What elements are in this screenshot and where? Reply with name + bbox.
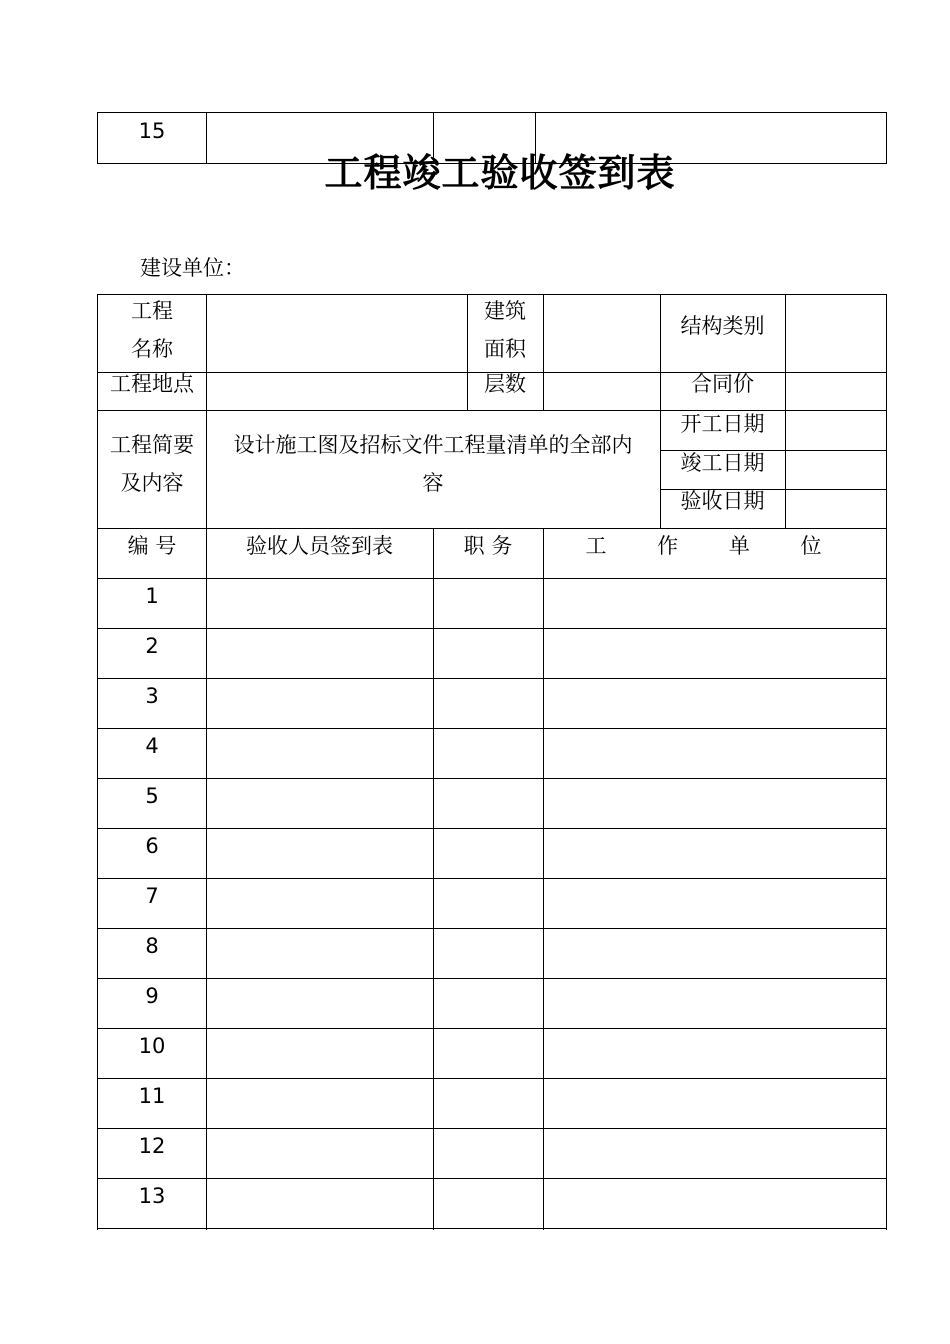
project-summary-label: 工程简要 及内容 <box>110 433 194 495</box>
table-row-number: 2 <box>145 634 159 658</box>
table-row-number: 3 <box>145 684 159 708</box>
table-row-number: 11 <box>138 1084 166 1108</box>
header-position: 职 务 <box>463 534 513 558</box>
table-row-number: 4 <box>145 734 159 758</box>
acceptance-date-label: 验收日期 <box>680 489 765 513</box>
floor-area-label: 建筑 面积 <box>484 299 526 361</box>
header-number: 编 号 <box>127 534 177 558</box>
table-row-number: 13 <box>138 1184 166 1208</box>
header-signature: 验收人员签到表 <box>246 534 393 558</box>
project-name-label: 工程 名称 <box>131 299 173 361</box>
table-row-number: 1 <box>145 584 159 608</box>
table-row-number: 9 <box>145 984 159 1008</box>
table-row-number: 5 <box>145 784 159 808</box>
table-row-number: 6 <box>145 834 159 858</box>
structure-type-label: 结构类别 <box>680 314 765 338</box>
project-location-label: 工程地点 <box>110 372 194 396</box>
floors-label: 层数 <box>484 372 526 396</box>
table-row-number: 10 <box>138 1034 166 1058</box>
contract-price-label: 合同价 <box>691 372 754 396</box>
table-row-number: 7 <box>145 884 159 908</box>
table-row-number: 8 <box>145 934 159 958</box>
start-date-label: 开工日期 <box>680 412 765 436</box>
prev-row-number: 15 <box>138 119 166 143</box>
project-summary-content: 设计施工图及招标文件工程量清单的全部内 容 <box>233 433 633 495</box>
completion-date-label: 竣工日期 <box>680 451 765 475</box>
table-row-number: 12 <box>138 1134 166 1158</box>
construction-unit-label: 建设单位： <box>140 256 245 280</box>
header-work-unit: 工 作 单 位 <box>585 534 844 558</box>
page-title: 工程竣工验收签到表 <box>324 150 676 195</box>
